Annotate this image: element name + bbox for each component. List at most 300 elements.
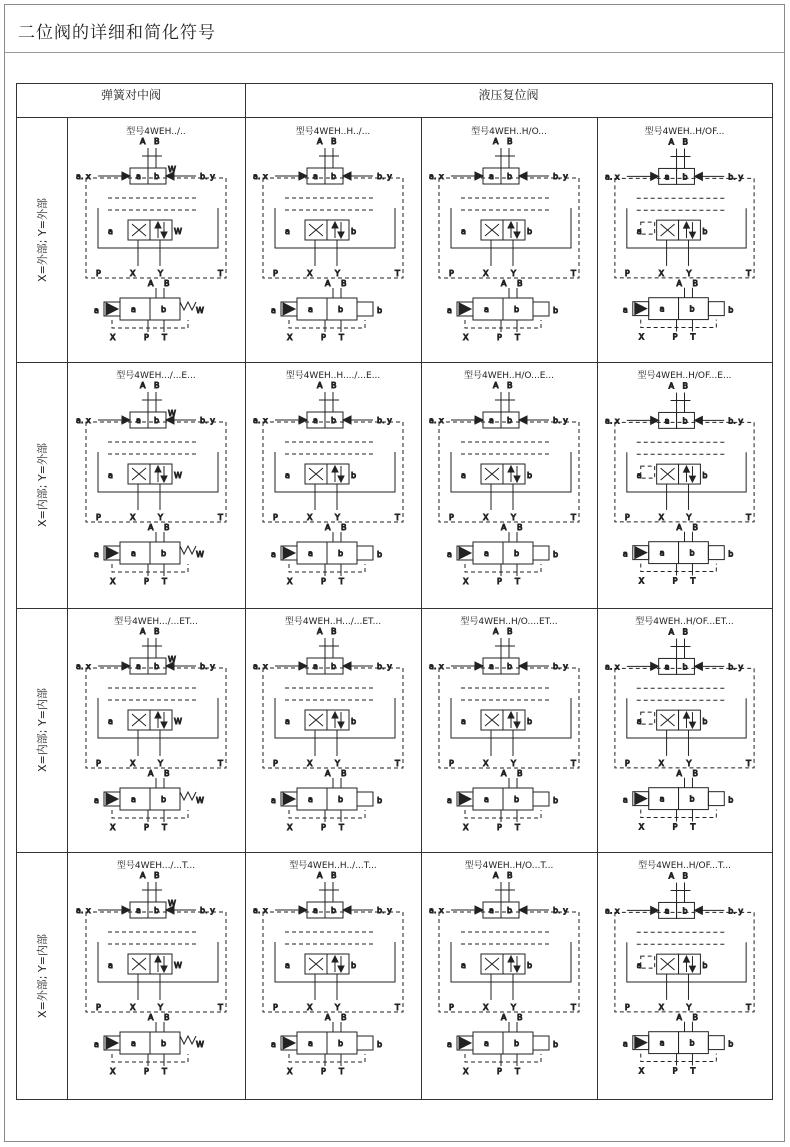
label-ax: a. x	[429, 662, 444, 671]
solenoid-a-arrow	[283, 793, 295, 805]
simple-side-a: a	[447, 1040, 452, 1049]
simple-label-T: T	[690, 1066, 696, 1076]
port-label-y: Y	[686, 758, 692, 768]
simple-label-B: B	[341, 523, 347, 532]
inner-pilot-lines	[637, 688, 726, 700]
model-code: 型号4WEH..H.../...ET...	[284, 617, 382, 627]
simple-label-B: B	[517, 523, 523, 532]
symbol-cell	[421, 362, 597, 608]
valve-diagram	[421, 136, 597, 356]
model-code: 型号4WEH..H/O...	[471, 127, 547, 137]
port-label-x: X	[483, 513, 489, 522]
port-label-x: X	[130, 1003, 136, 1012]
port-label-p: P	[624, 1002, 630, 1012]
valve-diagram	[67, 136, 245, 356]
pilot-label-b: b	[154, 662, 160, 671]
simple-label-P: P	[144, 333, 149, 342]
simple-label-B: B	[164, 1013, 170, 1022]
main-label-a: a	[461, 961, 466, 970]
row-label-1: X=外部; Y=外部	[36, 198, 49, 282]
valve-diagram	[597, 626, 772, 846]
simple-side-a: a	[271, 1040, 276, 1049]
port-label-a: A	[668, 137, 675, 147]
inner-pilot-lines	[637, 932, 726, 944]
port-label-a: A	[668, 627, 675, 637]
port-label-a: A	[140, 137, 146, 146]
symbol-cell	[421, 852, 597, 1099]
simple-side-b: b	[377, 306, 383, 315]
simple-label-X: X	[287, 333, 293, 342]
valve-symbol	[76, 381, 226, 586]
main-label-b: b	[527, 227, 533, 236]
solenoid-b	[357, 792, 373, 806]
solenoid-a-arrow	[283, 1037, 295, 1049]
simple-label-B: B	[692, 522, 698, 532]
symbol-cell	[67, 608, 245, 852]
simple-side-a: a	[94, 550, 99, 559]
model-code: 型号4WEH..H/OF...T...	[638, 861, 731, 871]
inner-pilot-lines	[285, 932, 375, 944]
simple-label-A: A	[501, 279, 507, 288]
model-code: 型号4WEH..H/O...E...	[463, 371, 554, 381]
model-code: 型号4WEH.../...E...	[116, 371, 196, 381]
symbol-cell	[597, 608, 772, 852]
valve-symbol	[76, 871, 226, 1076]
simple-label-P: P	[321, 577, 326, 586]
port-label-y: Y	[335, 759, 340, 768]
label-ax: a. x	[604, 662, 620, 672]
flow-head-1	[508, 712, 514, 718]
label-by: b. y	[728, 172, 744, 182]
simple-label-b: b	[514, 549, 520, 558]
simple-side-a: a	[447, 550, 452, 559]
simple-side-a: a	[622, 549, 628, 559]
simple-label-a: a	[131, 795, 136, 804]
solenoid-a-arrow	[459, 547, 471, 559]
port-label-p: P	[624, 758, 630, 768]
main-box-2	[679, 954, 701, 974]
port-label-a: A	[493, 627, 499, 636]
page-title: 二位阀的详细和简化符号	[18, 23, 216, 43]
valve-diagram	[597, 870, 772, 1090]
main-box-2	[150, 220, 172, 240]
flow-head-2	[689, 966, 695, 972]
port-label-b: B	[682, 137, 688, 147]
main-box-2	[679, 220, 701, 240]
simple-label-B: B	[517, 769, 523, 778]
port-label-p: P	[96, 1003, 101, 1012]
port-label-p: P	[624, 268, 630, 278]
row-label-4: X=外部; Y=内部	[36, 933, 49, 1018]
simple-label-A: A	[501, 523, 507, 532]
port-label-t: T	[571, 759, 576, 768]
simple-label-T: T	[690, 332, 696, 342]
simple-side-b: b	[728, 795, 734, 805]
simple-label-B: B	[164, 279, 170, 288]
row-label-3: X=内部; Y=内部	[36, 688, 49, 772]
hydraulic-reset-box	[641, 466, 655, 478]
simple-drain-line	[465, 320, 541, 328]
simple-drain-line	[641, 564, 717, 572]
main-label-a: a	[636, 717, 642, 727]
arrow-x	[651, 416, 659, 424]
arrow-x	[475, 662, 483, 670]
model-code: 型号4WEH..H/O....ET...	[460, 617, 558, 627]
label-ax: a. x	[604, 172, 620, 182]
valve-diagram	[245, 380, 421, 600]
port-label-y: Y	[158, 269, 163, 278]
simple-drain-line	[465, 810, 541, 818]
port-label-b: B	[331, 627, 337, 636]
port-label-a: A	[140, 871, 146, 880]
arrow-y	[343, 416, 351, 424]
simple-label-X: X	[463, 333, 469, 342]
title-bar	[5, 5, 784, 53]
simple-label-X: X	[110, 823, 116, 832]
solenoid-a-arrow	[106, 303, 118, 315]
main-label-a: a	[108, 471, 113, 480]
pilot-label-b: b	[331, 662, 337, 671]
port-label-b: B	[154, 871, 160, 880]
port-label-y: Y	[511, 513, 516, 522]
port-label-y: Y	[511, 759, 516, 768]
simple-label-B: B	[164, 523, 170, 532]
simple-label-B: B	[692, 768, 698, 778]
col-header-hydraulic-return: 液压复位阀	[245, 84, 772, 118]
main-box-2	[150, 464, 172, 484]
simple-label-A: A	[148, 769, 154, 778]
port-label-x: X	[307, 269, 313, 278]
spring-label-w: W	[168, 899, 176, 908]
main-label-a: a	[285, 227, 290, 236]
valve-symbol	[253, 871, 403, 1076]
arrow-x	[299, 662, 307, 670]
arrow-y	[343, 662, 351, 670]
pilot-label-a: a	[136, 172, 141, 181]
main-label-b: b	[351, 717, 357, 726]
simple-label-T: T	[162, 823, 167, 832]
main-label-a: a	[461, 471, 466, 480]
main-label-b: b	[351, 227, 357, 236]
solenoid-a-arrow	[635, 1037, 647, 1049]
simple-label-a: a	[308, 795, 313, 804]
port-label-p: P	[273, 513, 278, 522]
flow-head-1	[155, 712, 161, 718]
simple-drain-line	[465, 564, 541, 572]
port-label-b: B	[507, 871, 513, 880]
main-label-a: a	[636, 471, 642, 481]
simple-side-a: a	[622, 1039, 628, 1049]
main-label-a: a	[461, 717, 466, 726]
arrow-y	[694, 172, 702, 180]
label-by: b. y	[377, 906, 392, 915]
inner-pilot-lines	[461, 198, 551, 210]
label-by: b. y	[200, 172, 215, 181]
valve-diagram	[421, 380, 597, 600]
port-label-y: Y	[335, 1003, 340, 1012]
port-label-a: A	[317, 871, 323, 880]
port-label-x: X	[307, 513, 313, 522]
port-label-x: X	[658, 1002, 665, 1012]
simple-side-b: b	[377, 550, 383, 559]
simple-label-a: a	[308, 549, 313, 558]
valve-symbol	[76, 627, 226, 832]
inner-pilot-lines	[461, 688, 551, 700]
solenoid-a-arrow	[459, 303, 471, 315]
valve-diagram	[597, 136, 772, 356]
port-label-a: A	[317, 627, 323, 636]
simple-side-a: a	[271, 306, 276, 315]
valve-symbol	[429, 137, 579, 342]
port-label-t: T	[395, 513, 400, 522]
inner-pilot-lines	[637, 198, 726, 210]
flow-head-2	[689, 476, 695, 482]
simple-label-X: X	[110, 333, 116, 342]
simple-label-P: P	[321, 1067, 326, 1076]
simple-label-P: P	[321, 823, 326, 832]
pilot-label-a: a	[489, 416, 494, 425]
simple-label-B: B	[692, 278, 698, 288]
solenoid-a-arrow	[635, 303, 647, 315]
pilot-label-b: b	[154, 906, 160, 915]
spring-label-w: W	[168, 409, 176, 418]
label-ax: a. x	[253, 906, 268, 915]
simple-label-X: X	[287, 823, 293, 832]
simple-label-b: b	[689, 304, 695, 314]
label-ax: a. x	[253, 172, 268, 181]
port-label-y: Y	[686, 268, 692, 278]
valve-symbol	[253, 627, 403, 832]
flow-head-2	[689, 722, 695, 728]
port-label-t: T	[571, 1003, 576, 1012]
simple-label-P: P	[144, 823, 149, 832]
symbol-cell	[421, 608, 597, 852]
pilot-label-b: b	[331, 416, 337, 425]
pilot-label-a: a	[313, 416, 318, 425]
pilot-label-a: a	[136, 662, 141, 671]
simple-side-a: a	[94, 796, 99, 805]
port-label-x: X	[130, 269, 136, 278]
main-box-2	[503, 710, 525, 730]
simple-side-a: a	[94, 306, 99, 315]
valve-symbol	[605, 872, 754, 1076]
flow-head-2	[514, 966, 520, 972]
port-label-b: B	[682, 871, 688, 881]
pilot-label-a: a	[664, 416, 670, 426]
simple-label-A: A	[325, 769, 331, 778]
valve-symbol	[429, 871, 579, 1076]
label-by: b. y	[553, 416, 568, 425]
flow-head-2	[338, 476, 344, 482]
simple-label-P: P	[672, 1066, 678, 1076]
symbol-cell	[597, 362, 772, 608]
arrow-y	[519, 172, 527, 180]
model-code: 型号4WEH.../...ET...	[114, 617, 198, 627]
solenoid-b	[533, 792, 549, 806]
simple-side-a: a	[271, 796, 276, 805]
simple-label-A: A	[325, 1013, 331, 1022]
simple-label-P: P	[497, 577, 502, 586]
main-box-2	[327, 464, 349, 484]
flow-head-1	[684, 222, 690, 228]
simple-label-X: X	[638, 576, 645, 586]
simple-label-A: A	[325, 523, 331, 532]
pilot-label-b: b	[682, 416, 688, 426]
label-ax: a. x	[76, 906, 91, 915]
label-by: b. y	[377, 172, 392, 181]
arrow-y	[694, 416, 702, 424]
port-label-t: T	[571, 269, 576, 278]
main-label-b: W	[174, 227, 182, 236]
model-code: 型号4WEH..H..../...E...	[285, 371, 381, 381]
simple-drain-line	[641, 320, 717, 328]
pilot-label-a: a	[489, 906, 494, 915]
port-label-t: T	[218, 1003, 223, 1012]
solenoid-b	[708, 302, 724, 316]
inner-pilot-lines	[461, 932, 551, 944]
port-label-t: T	[395, 1003, 400, 1012]
valve-symbol	[253, 381, 403, 586]
main-label-b: W	[174, 961, 182, 970]
symbol-cell	[67, 852, 245, 1099]
simple-label-X: X	[463, 823, 469, 832]
spring-right	[180, 1036, 196, 1044]
label-ax: a. x	[604, 906, 620, 916]
pilot-label-b: b	[154, 416, 160, 425]
arrow-x	[122, 416, 130, 424]
simple-label-A: A	[501, 1013, 507, 1022]
symbol-cell	[245, 852, 421, 1099]
label-by: b. y	[553, 172, 568, 181]
main-label-b: b	[702, 471, 708, 481]
port-label-b: B	[331, 381, 337, 390]
valve-symbol	[605, 138, 754, 342]
pilot-label-b: b	[682, 662, 688, 672]
spring-right	[180, 302, 196, 310]
flow-head-2	[338, 966, 344, 972]
simple-drain-line	[641, 810, 717, 818]
valve-diagram	[245, 870, 421, 1090]
main-label-a: a	[108, 961, 113, 970]
pilot-label-a: a	[136, 906, 141, 915]
simple-label-T: T	[690, 822, 696, 832]
simple-label-B: B	[517, 279, 523, 288]
simple-label-X: X	[110, 1067, 116, 1076]
solenoid-b	[708, 546, 724, 560]
simple-label-b: b	[161, 1039, 167, 1048]
port-label-t: T	[746, 512, 752, 522]
port-label-a: A	[493, 871, 499, 880]
port-label-b: B	[507, 381, 513, 390]
label-by: b. y	[728, 662, 744, 672]
hydraulic-reset-box	[641, 712, 655, 724]
simple-label-P: P	[144, 1067, 149, 1076]
main-box-2	[150, 710, 172, 730]
valve-diagram	[421, 870, 597, 1090]
port-label-t: T	[218, 759, 223, 768]
simple-label-B: B	[517, 1013, 523, 1022]
port-label-b: B	[154, 137, 160, 146]
simple-label-A: A	[325, 279, 331, 288]
valve-diagram	[245, 136, 421, 356]
simple-drain-line	[112, 810, 188, 818]
main-label-a: a	[285, 471, 290, 480]
symbol-cell	[67, 118, 245, 362]
simple-label-A: A	[676, 278, 682, 288]
port-label-y: Y	[335, 513, 340, 522]
pilot-label-b: b	[507, 662, 513, 671]
port-label-y: Y	[158, 513, 163, 522]
port-label-x: X	[658, 268, 665, 278]
symbol-cell	[67, 362, 245, 608]
valve-symbol	[605, 628, 754, 832]
port-label-y: Y	[335, 269, 340, 278]
simple-drain-line	[289, 320, 365, 328]
solenoid-b	[533, 546, 549, 560]
simple-label-T: T	[162, 577, 167, 586]
main-label-b: b	[702, 227, 708, 237]
port-label-t: T	[746, 268, 752, 278]
port-label-x: X	[307, 1003, 313, 1012]
port-label-t: T	[395, 269, 400, 278]
simple-label-T: T	[690, 576, 696, 586]
simple-label-T: T	[515, 577, 520, 586]
port-label-p: P	[273, 1003, 278, 1012]
valve-symbol	[429, 627, 579, 832]
main-box-2	[503, 220, 525, 240]
simple-drain-line	[641, 1054, 717, 1062]
simple-label-P: P	[497, 1067, 502, 1076]
arrow-x	[299, 906, 307, 914]
simple-label-T: T	[339, 577, 344, 586]
main-label-a: a	[461, 227, 466, 236]
port-label-p: P	[273, 759, 278, 768]
flow-head-2	[689, 232, 695, 238]
port-label-a: A	[317, 137, 323, 146]
simple-label-b: b	[689, 794, 695, 804]
port-label-y: Y	[686, 1002, 692, 1012]
port-label-a: A	[493, 381, 499, 390]
port-label-x: X	[307, 759, 313, 768]
flow-head-2	[161, 476, 167, 482]
symbol-cell	[245, 608, 421, 852]
main-label-b: b	[702, 717, 708, 727]
simple-side-a: a	[447, 796, 452, 805]
solenoid-a-arrow	[635, 793, 647, 805]
solenoid-b	[533, 302, 549, 316]
port-label-x: X	[483, 269, 489, 278]
simple-label-a: a	[484, 549, 489, 558]
main-label-b: b	[527, 717, 533, 726]
port-label-p: P	[96, 759, 101, 768]
simple-drain-line	[289, 1054, 365, 1062]
port-label-p: P	[449, 759, 454, 768]
pilot-label-a: a	[313, 172, 318, 181]
simple-label-P: P	[144, 577, 149, 586]
simple-label-T: T	[162, 1067, 167, 1076]
simple-label-P: P	[672, 332, 678, 342]
simple-label-b: b	[161, 549, 167, 558]
spring-label-w: W	[168, 655, 176, 664]
flow-head-2	[514, 722, 520, 728]
simple-label-T: T	[339, 1067, 344, 1076]
simple-side-b: b	[553, 1040, 559, 1049]
main-label-b: W	[174, 471, 182, 480]
simple-drain-line	[112, 1054, 188, 1062]
label-ax: a. x	[429, 172, 444, 181]
main-label-a: a	[636, 227, 642, 237]
simple-label-a: a	[659, 1038, 665, 1048]
